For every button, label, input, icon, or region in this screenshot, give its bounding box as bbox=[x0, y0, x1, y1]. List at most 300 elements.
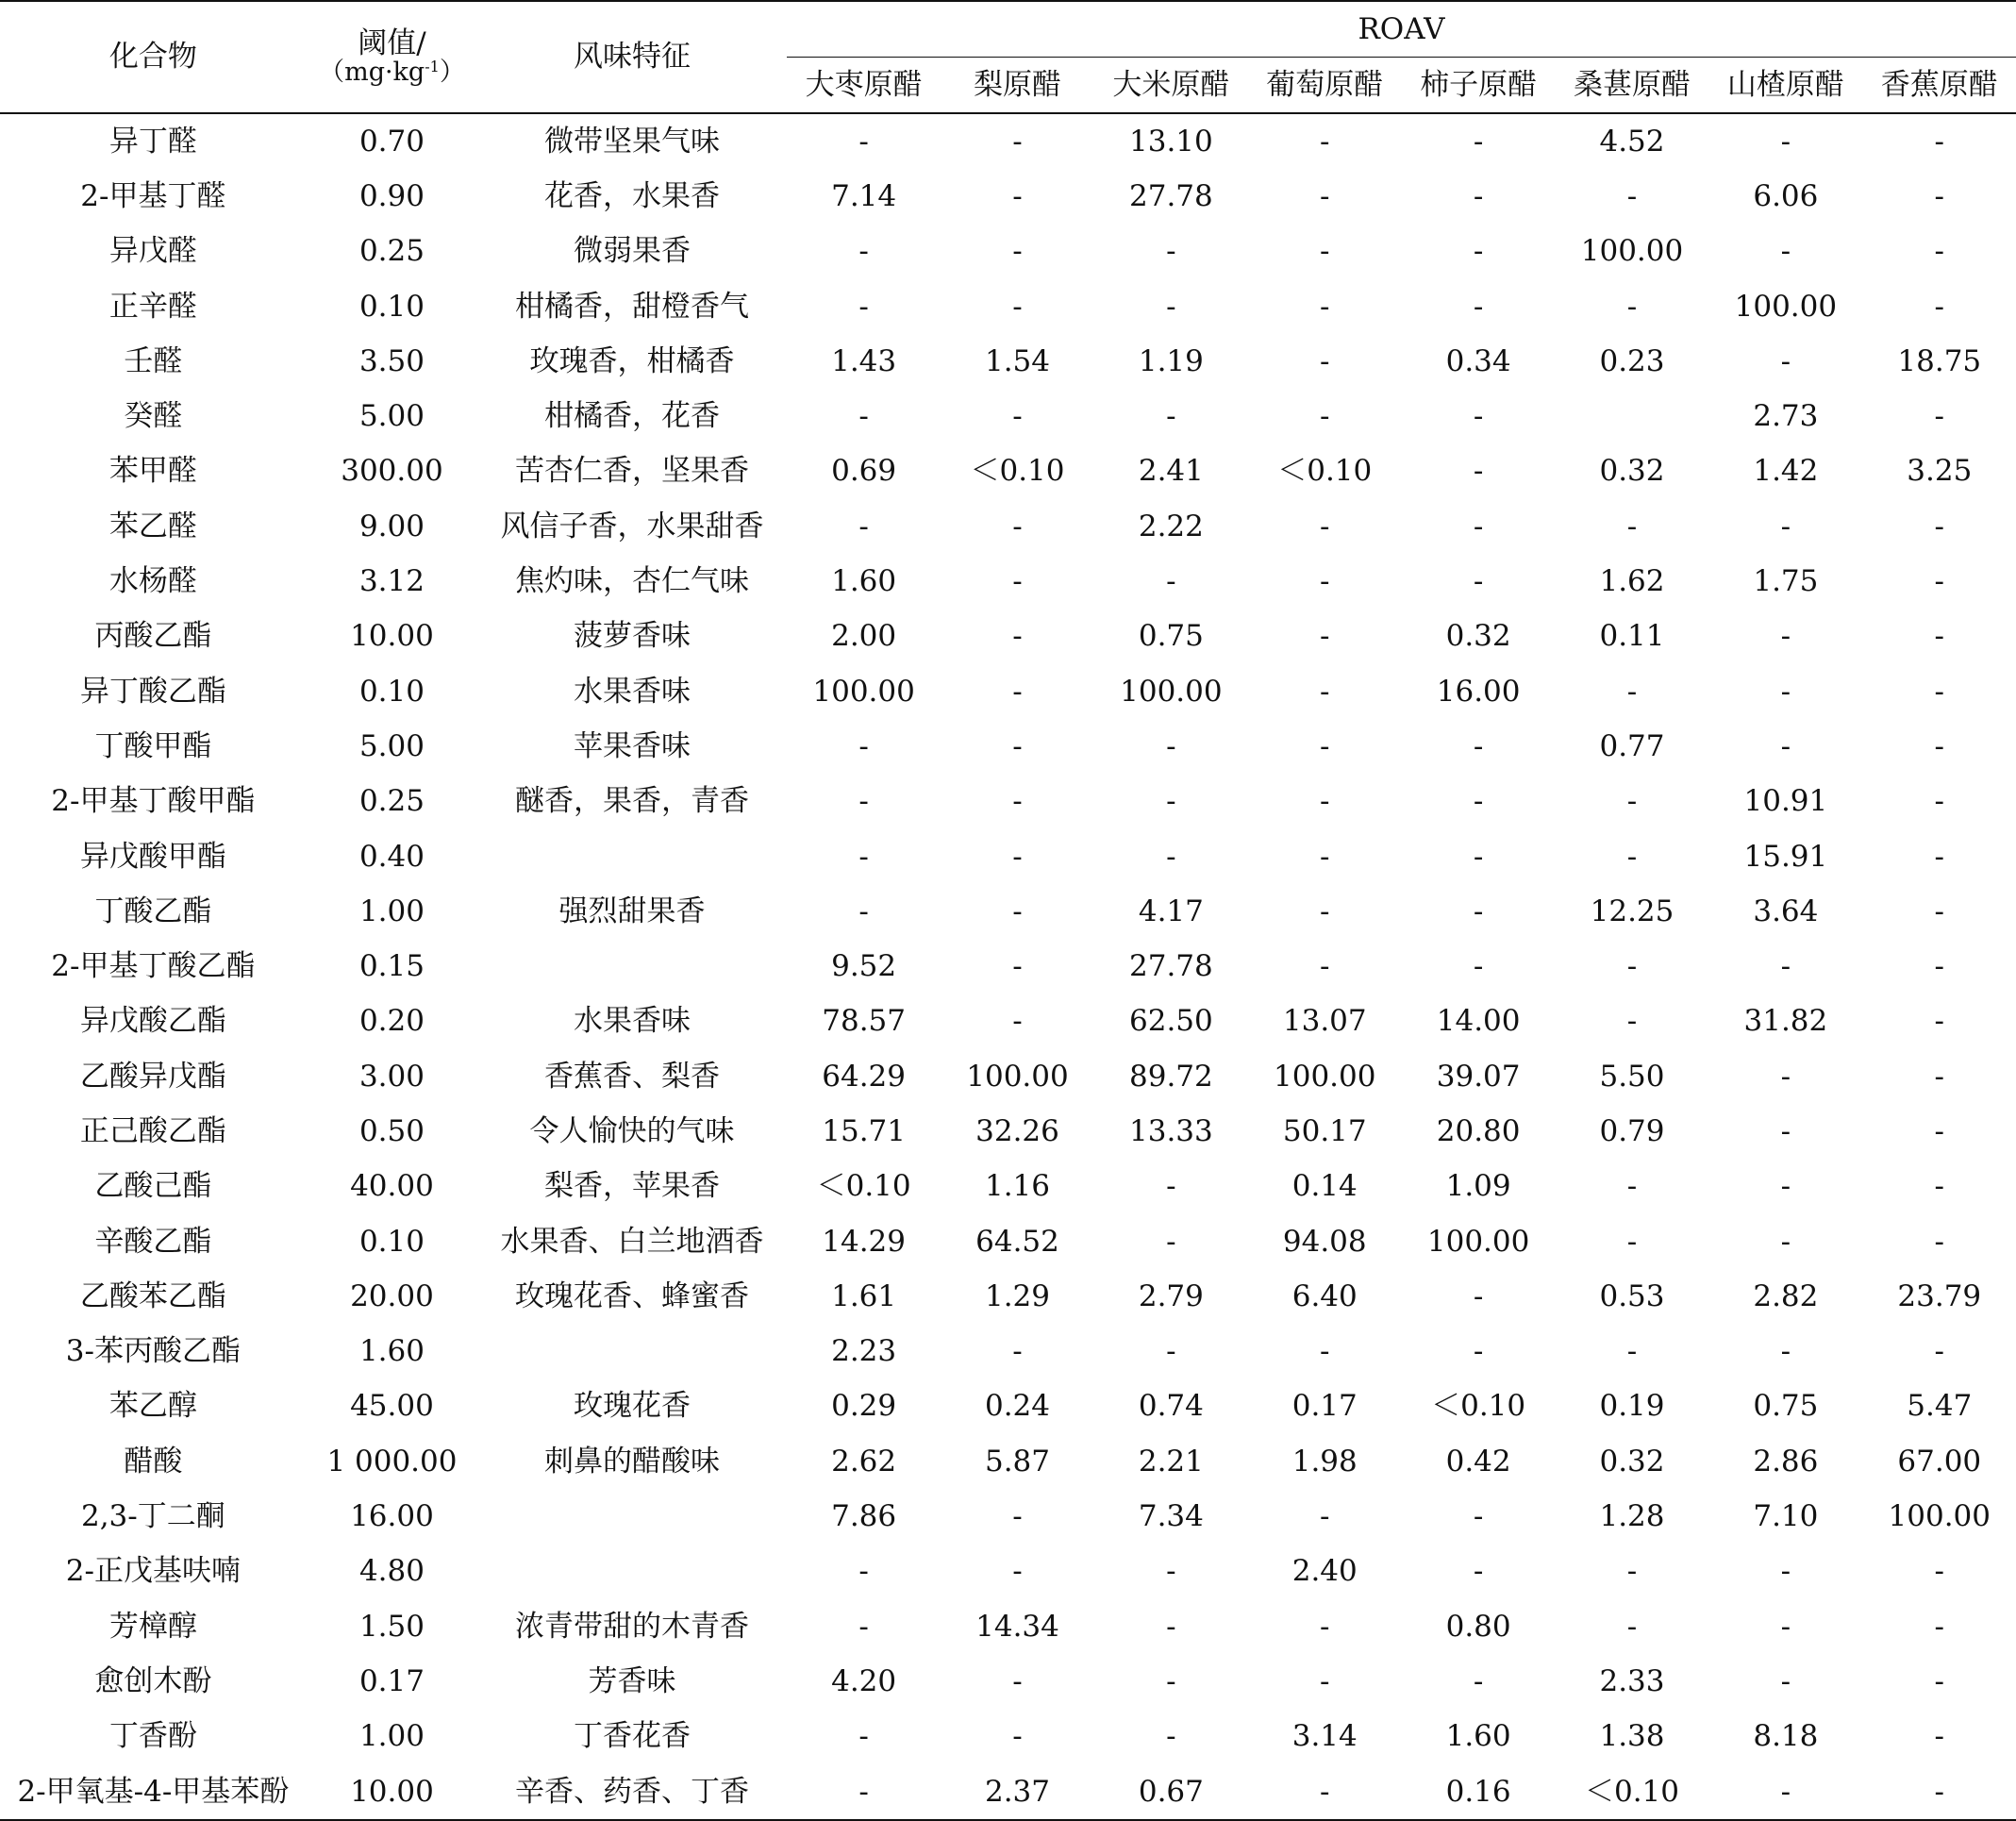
roav-cell: - bbox=[1780, 949, 1791, 984]
roav-cell: - bbox=[1473, 564, 1484, 599]
roav-cell: - bbox=[1320, 619, 1330, 654]
roav-cell: 0.53 bbox=[1599, 1278, 1665, 1313]
roav-cell: - bbox=[1166, 399, 1176, 434]
compound-cell: 正辛醛 bbox=[108, 289, 197, 324]
roav-cell: - bbox=[1626, 1004, 1638, 1039]
roav-cell: 0.79 bbox=[1599, 1113, 1665, 1148]
compound-cell: 2-甲基丁醛 bbox=[80, 178, 226, 213]
threshold-cell: 45.00 bbox=[350, 1389, 434, 1424]
vinegar-header: 桑葚原醋 bbox=[1556, 58, 1708, 114]
flavor-header: 风味特征 bbox=[477, 1, 787, 113]
roav-cell: - bbox=[1708, 1764, 1862, 1820]
table-row bbox=[0, 1545, 2016, 1599]
threshold-cell: 16.00 bbox=[350, 1499, 434, 1534]
flavor-cell bbox=[477, 1545, 787, 1599]
roav-cell: - bbox=[1780, 1059, 1791, 1094]
roav-cell: - bbox=[1473, 1334, 1484, 1369]
roav-cell: 23.79 bbox=[1897, 1278, 1982, 1313]
roav-cell: 1.54 bbox=[984, 343, 1051, 378]
roav-cell: 1.28 bbox=[1599, 1499, 1665, 1534]
table-row bbox=[0, 1710, 2016, 1764]
threshold-cell: 1 000.00 bbox=[326, 1444, 458, 1479]
table-row bbox=[0, 719, 2016, 774]
roav-cell: - bbox=[1934, 784, 1945, 819]
roav-cell: 0.74 bbox=[1138, 1389, 1204, 1424]
roav-cell: - bbox=[1780, 1554, 1791, 1589]
flavor-cell: 柑橘香，甜橙香气 bbox=[515, 289, 750, 324]
roav-cell: 14.34 bbox=[975, 1609, 1059, 1644]
roav-cell: - bbox=[1320, 1663, 1330, 1698]
flavor-cell: 梨香，苹果香 bbox=[544, 1169, 721, 1204]
roav-cell: - bbox=[1626, 509, 1638, 543]
compound-cell: 苯乙醇 bbox=[108, 1389, 197, 1424]
roav-cell: - bbox=[858, 509, 869, 543]
roav-cell: - bbox=[1166, 1224, 1176, 1259]
threshold-cell: 0.17 bbox=[358, 1663, 425, 1698]
roav-cell: - bbox=[1320, 728, 1330, 763]
table-row bbox=[0, 829, 2016, 884]
roav-cell: 15.71 bbox=[822, 1113, 906, 1148]
flavor-cell: 玫瑰花香、蜂蜜香 bbox=[515, 1278, 750, 1313]
roav-cell: - bbox=[1012, 178, 1023, 213]
compound-cell: 乙酸苯乙酯 bbox=[79, 1278, 226, 1313]
roav-cell: 100.00 bbox=[1888, 1499, 1991, 1534]
threshold-cell: 1.00 bbox=[358, 1719, 425, 1754]
roav-cell: - bbox=[1934, 619, 1945, 654]
threshold-cell: 3.50 bbox=[358, 343, 425, 378]
roav-cell: 1.60 bbox=[831, 564, 897, 599]
table-row bbox=[0, 225, 2016, 279]
roav-cell: 2.22 bbox=[1138, 509, 1204, 543]
compound-cell: 2,3-丁二酮 bbox=[80, 1499, 225, 1534]
flavor-cell: 水果香味 bbox=[574, 674, 691, 709]
vinegar-header: 香蕉原醋 bbox=[1863, 58, 2016, 114]
flavor-cell: 苹果香味 bbox=[574, 728, 691, 763]
roav-cell: - bbox=[1473, 894, 1484, 928]
roav-cell: - bbox=[1780, 124, 1791, 159]
roav-cell: 100.00 bbox=[1426, 1224, 1530, 1259]
roav-cell: - bbox=[1320, 124, 1330, 159]
unit-suffix: ） bbox=[439, 57, 465, 87]
roav-cell: - bbox=[1012, 1004, 1023, 1039]
roav-cell: - bbox=[1473, 289, 1484, 324]
roav-cell: - bbox=[858, 399, 869, 434]
table-row bbox=[0, 1049, 2016, 1104]
roav-cell: - bbox=[1012, 949, 1023, 984]
roav-cell: - bbox=[1934, 234, 1945, 269]
flavor-cell bbox=[477, 1325, 787, 1379]
roav-cell: - bbox=[1012, 1663, 1023, 1698]
threshold-cell: 3.12 bbox=[358, 564, 425, 599]
threshold-cell: 40.00 bbox=[350, 1169, 434, 1204]
roav-cell: - bbox=[1934, 839, 1945, 874]
roav-cell: 1.62 bbox=[1599, 564, 1665, 599]
roav-cell: 0.14 bbox=[1291, 1169, 1358, 1204]
roav-cell: 94.08 bbox=[1282, 1224, 1367, 1259]
vinegar-header: 柿子原醋 bbox=[1401, 58, 1555, 114]
roav-cell: 0.34 bbox=[1445, 343, 1511, 378]
roav-cell: - bbox=[1473, 949, 1484, 984]
roav-cell: - bbox=[1934, 1719, 1945, 1754]
roav-cell: 64.29 bbox=[822, 1059, 906, 1094]
roav-cell: 0.42 bbox=[1445, 1444, 1511, 1479]
vinegar-header: 葡萄原醋 bbox=[1248, 58, 1401, 114]
table-row bbox=[0, 334, 2016, 389]
flavor-cell: 苦杏仁香，坚果香 bbox=[515, 454, 750, 489]
roav-cell: - bbox=[1320, 343, 1330, 378]
table-row bbox=[0, 389, 2016, 443]
threshold-cell: 1.50 bbox=[358, 1609, 425, 1644]
roav-cell: 27.78 bbox=[1129, 949, 1213, 984]
roav-cell: 1.29 bbox=[984, 1278, 1051, 1313]
roav-cell: 2.79 bbox=[1138, 1278, 1204, 1313]
roav-cell: - bbox=[1934, 1554, 1945, 1589]
roav-cell: - bbox=[1626, 178, 1638, 213]
roav-cell: 4.20 bbox=[831, 1663, 897, 1698]
compound-cell: 丁酸甲酯 bbox=[94, 728, 212, 763]
threshold-cell: 0.10 bbox=[358, 1224, 425, 1259]
roav-cell: - bbox=[1166, 728, 1176, 763]
table-row bbox=[0, 1214, 2016, 1269]
vinegar-header: 梨原醋 bbox=[941, 58, 1093, 114]
roav-cell: 5.50 bbox=[1599, 1059, 1665, 1094]
roav-cell: - bbox=[1934, 728, 1945, 763]
roav-cell: - bbox=[1320, 1609, 1330, 1644]
roav-cell: - bbox=[1012, 839, 1023, 874]
compound-cell: 癸醛 bbox=[124, 399, 183, 434]
roav-cell: - bbox=[1934, 1059, 1945, 1094]
roav-cell: - bbox=[1012, 399, 1023, 434]
roav-cell: 100.00 bbox=[1274, 1059, 1376, 1094]
roav-cell: - bbox=[1166, 1554, 1176, 1589]
roav-cell: 12.25 bbox=[1590, 894, 1674, 928]
roav-cell: 0.69 bbox=[831, 454, 897, 489]
flavor-cell: 菠萝香味 bbox=[574, 619, 691, 654]
threshold-cell: 0.10 bbox=[358, 289, 425, 324]
threshold-cell: 1.00 bbox=[358, 894, 425, 928]
roav-cell: - bbox=[1780, 1113, 1791, 1148]
roav-cell: 14.29 bbox=[822, 1224, 906, 1259]
roav-cell: - bbox=[1780, 234, 1791, 269]
compound-cell: 芳樟醇 bbox=[108, 1609, 197, 1644]
roav-cell: 1.75 bbox=[1753, 564, 1819, 599]
roav-cell: - bbox=[1166, 289, 1176, 324]
unit-prefix: （mg·kg bbox=[319, 57, 425, 87]
compound-cell: 异戊醛 bbox=[108, 234, 197, 269]
threshold-cell: 4.80 bbox=[358, 1554, 425, 1589]
roav-cell: - bbox=[787, 1764, 941, 1820]
roav-cell: - bbox=[1166, 1609, 1176, 1644]
roav-cell: - bbox=[1934, 178, 1945, 213]
roav-cell: - bbox=[1473, 454, 1484, 489]
threshold-cell: 5.00 bbox=[358, 399, 425, 434]
roav-cell: 0.32 bbox=[1445, 619, 1511, 654]
roav-group-header: ROAV bbox=[787, 1, 2016, 58]
roav-cell: 0.80 bbox=[1445, 1609, 1511, 1644]
threshold-cell: 0.10 bbox=[358, 674, 425, 709]
roav-cell: 4.52 bbox=[1599, 124, 1665, 159]
roav-cell: - bbox=[1626, 839, 1638, 874]
compound-cell: 2-甲氧基-4-甲基苯酚 bbox=[0, 1764, 307, 1820]
compound-cell: 水杨醛 bbox=[108, 564, 197, 599]
compound-cell: 丙酸乙酯 bbox=[94, 619, 212, 654]
roav-cell: - bbox=[1780, 1334, 1791, 1369]
compound-cell: 乙酸异戊酯 bbox=[79, 1059, 226, 1094]
compound-cell: 苯乙醛 bbox=[108, 509, 197, 543]
table-row bbox=[0, 610, 2016, 664]
roav-cell: - bbox=[1166, 1663, 1176, 1698]
flavor-cell: 浓青带甜的木青香 bbox=[515, 1609, 750, 1644]
roav-cell: 1.09 bbox=[1445, 1169, 1511, 1204]
roav-cell: 0.77 bbox=[1599, 728, 1665, 763]
threshold-cell: 1.60 bbox=[358, 1334, 425, 1369]
roav-cell: - bbox=[1626, 1224, 1638, 1259]
roav-cell: - bbox=[1780, 509, 1791, 543]
roav-cell: 7.34 bbox=[1138, 1499, 1204, 1534]
flavor-cell: 辛香、药香、丁香 bbox=[477, 1764, 787, 1820]
roav-cell: - bbox=[1473, 178, 1484, 213]
roav-cell: 31.82 bbox=[1743, 1004, 1828, 1039]
compound-cell: 辛酸乙酯 bbox=[94, 1224, 212, 1259]
roav-cell: - bbox=[1934, 509, 1945, 543]
roav-cell: 0.75 bbox=[1753, 1389, 1819, 1424]
compound-cell: 正己酸乙酯 bbox=[79, 1113, 226, 1148]
table-row bbox=[0, 1764, 2016, 1820]
roav-cell: - bbox=[1012, 289, 1023, 324]
compound-cell: 异丁酸乙酯 bbox=[79, 674, 226, 709]
roav-cell: 62.50 bbox=[1129, 1004, 1213, 1039]
roav-cell: - bbox=[1934, 399, 1945, 434]
roav-cell: - bbox=[1626, 674, 1638, 709]
table-row bbox=[0, 939, 2016, 994]
roav-cell: - bbox=[1012, 1334, 1023, 1369]
roav-cell: 4.17 bbox=[1138, 894, 1204, 928]
roav-cell: - bbox=[1780, 674, 1791, 709]
flavor-cell: 水果香、白兰地酒香 bbox=[500, 1224, 764, 1259]
roav-cell: 3.14 bbox=[1291, 1719, 1358, 1754]
roav-cell: 14.00 bbox=[1436, 1004, 1521, 1039]
table-row bbox=[0, 1434, 2016, 1489]
table-row bbox=[0, 113, 2016, 169]
roav-cell: 20.80 bbox=[1436, 1113, 1521, 1148]
flavor-cell: 微弱果香 bbox=[574, 234, 691, 269]
table-row bbox=[0, 279, 2016, 334]
roav-cell: 0.67 bbox=[1094, 1764, 1248, 1820]
roav-cell: 0.11 bbox=[1599, 619, 1665, 654]
roav-cell: - bbox=[1780, 343, 1791, 378]
roav-cell: - bbox=[1473, 839, 1484, 874]
roav-cell: - bbox=[1780, 619, 1791, 654]
roav-cell: - bbox=[1166, 1334, 1176, 1369]
threshold-cell: 0.20 bbox=[358, 1004, 425, 1039]
threshold-header-label: 阈值/ bbox=[358, 26, 426, 61]
flavor-cell: 风信子香，水果甜香 bbox=[500, 509, 764, 543]
roav-cell: 2.41 bbox=[1138, 454, 1204, 489]
roav-cell: - bbox=[1473, 1278, 1484, 1313]
table-row bbox=[0, 1599, 2016, 1654]
roav-cell: - bbox=[1012, 1554, 1023, 1589]
roav-cell: - bbox=[1012, 674, 1023, 709]
roav-cell: - bbox=[1320, 399, 1330, 434]
roav-cell: - bbox=[1166, 1719, 1176, 1754]
roav-cell: - bbox=[1934, 1169, 1945, 1204]
roav-cell: 1.38 bbox=[1599, 1719, 1665, 1754]
roav-cell: - bbox=[858, 1609, 869, 1644]
vinegar-header: 山楂原醋 bbox=[1708, 58, 1862, 114]
roav-cell: 0.32 bbox=[1599, 1444, 1665, 1479]
roav-cell: 15.91 bbox=[1743, 839, 1828, 874]
table-row bbox=[0, 1489, 2016, 1544]
roav-cell: - bbox=[1320, 509, 1330, 543]
roav-cell: 100.00 bbox=[1120, 674, 1223, 709]
roav-cell: 6.06 bbox=[1753, 178, 1819, 213]
roav-cell: - bbox=[1626, 1554, 1638, 1589]
roav-cell: - bbox=[1780, 1224, 1791, 1259]
roav-cell: 3.25 bbox=[1907, 454, 1973, 489]
roav-cell: 10.91 bbox=[1743, 784, 1828, 819]
flavor-cell: 刺鼻的醋酸味 bbox=[544, 1444, 721, 1479]
table-row bbox=[0, 994, 2016, 1049]
table-row bbox=[0, 499, 2016, 554]
roav-cell: - bbox=[858, 124, 869, 159]
table-row bbox=[0, 554, 2016, 609]
compound-cell: 3-苯丙酸乙酯 bbox=[65, 1334, 241, 1369]
roav-cell: - bbox=[1626, 949, 1638, 984]
threshold-cell: 0.40 bbox=[358, 839, 425, 874]
roav-cell: - bbox=[1934, 1113, 1945, 1148]
roav-cell: - bbox=[1012, 1719, 1023, 1754]
roav-cell: 5.87 bbox=[984, 1444, 1051, 1479]
roav-cell: - bbox=[1780, 728, 1791, 763]
roav-cell: - bbox=[1934, 894, 1945, 928]
roav-cell: - bbox=[1320, 564, 1330, 599]
threshold-header-unit bbox=[307, 59, 477, 86]
roav-cell: ＜0.10 bbox=[1277, 454, 1373, 489]
flavor-cell: 花香，水果香 bbox=[544, 178, 721, 213]
roav-cell: - bbox=[858, 1719, 869, 1754]
roav-cell: - bbox=[1934, 124, 1945, 159]
roav-cell: - bbox=[1934, 674, 1945, 709]
roav-cell: ＜0.10 bbox=[1431, 1389, 1526, 1424]
compound-cell: 愈创木酚 bbox=[94, 1663, 212, 1698]
roav-cell: 0.24 bbox=[984, 1389, 1051, 1424]
roav-cell: 1.43 bbox=[831, 343, 897, 378]
threshold-cell: 9.00 bbox=[358, 509, 425, 543]
roav-cell: 78.57 bbox=[822, 1004, 906, 1039]
flavor-cell bbox=[477, 939, 787, 994]
roav-cell: - bbox=[1166, 1169, 1176, 1204]
compound-cell: 丁酸乙酯 bbox=[94, 894, 212, 928]
roav-cell: 8.18 bbox=[1753, 1719, 1819, 1754]
roav-cell: - bbox=[1780, 1609, 1791, 1644]
flavor-cell: 令人愉快的气味 bbox=[529, 1113, 735, 1148]
roav-cell: 7.86 bbox=[831, 1499, 897, 1534]
roav-cell: 2.62 bbox=[831, 1444, 897, 1479]
compound-cell: 异戊酸甲酯 bbox=[79, 839, 226, 874]
roav-cell: - bbox=[1320, 949, 1330, 984]
roav-cell: - bbox=[1780, 1169, 1791, 1204]
roav-cell: 1.19 bbox=[1138, 343, 1204, 378]
roav-cell: 13.33 bbox=[1129, 1113, 1213, 1148]
roav-cell: ＜0.10 bbox=[970, 454, 1065, 489]
roav-cell: - bbox=[1012, 894, 1023, 928]
roav-cell: 64.52 bbox=[975, 1224, 1059, 1259]
roav-cell: - bbox=[1934, 564, 1945, 599]
flavor-cell bbox=[477, 829, 787, 884]
flavor-cell: 丁香花香 bbox=[574, 1719, 691, 1754]
roav-cell: - bbox=[1473, 399, 1484, 434]
threshold-cell: 0.90 bbox=[358, 178, 425, 213]
threshold-cell: 3.00 bbox=[358, 1059, 425, 1094]
roav-cell: 0.75 bbox=[1138, 619, 1204, 654]
threshold-cell: 300.00 bbox=[341, 454, 443, 489]
threshold-cell: 5.00 bbox=[358, 728, 425, 763]
roav-cell: - bbox=[1012, 509, 1023, 543]
roav-cell: - bbox=[1626, 1609, 1638, 1644]
roav-cell: - bbox=[858, 1554, 869, 1589]
flavor-cell bbox=[477, 1489, 787, 1544]
table-row bbox=[0, 169, 2016, 224]
vinegar-header: 大米原醋 bbox=[1094, 58, 1248, 114]
roav-cell: - bbox=[858, 839, 869, 874]
roav-cell: - bbox=[858, 894, 869, 928]
roav-cell: 100.00 bbox=[1734, 289, 1838, 324]
roav-cell: - bbox=[1473, 1663, 1484, 1698]
roav-cell: - bbox=[1626, 289, 1638, 324]
table-header bbox=[0, 1, 2016, 113]
threshold-cell: 0.70 bbox=[358, 124, 425, 159]
roav-cell: - bbox=[1320, 784, 1330, 819]
roav-cell: 100.00 bbox=[1580, 234, 1684, 269]
roav-cell: 7.10 bbox=[1753, 1499, 1819, 1534]
roav-cell: - bbox=[1320, 234, 1330, 269]
roav-cell: - bbox=[1012, 728, 1023, 763]
roav-cell: - bbox=[1320, 674, 1330, 709]
roav-cell: - bbox=[1626, 1334, 1638, 1369]
roav-cell: - bbox=[1626, 784, 1638, 819]
roav-cell: - bbox=[1320, 1334, 1330, 1369]
roav-cell: - bbox=[1934, 1334, 1945, 1369]
table-row bbox=[0, 1325, 2016, 1379]
roav-cell: - bbox=[1934, 289, 1945, 324]
flavor-cell: 醚香，果香，青香 bbox=[515, 784, 750, 819]
threshold-cell: 10.00 bbox=[307, 1764, 477, 1820]
roav-cell: 2.37 bbox=[941, 1764, 1093, 1820]
roav-cell: - bbox=[1473, 234, 1484, 269]
roav-cell: ＜0.10 bbox=[1556, 1764, 1708, 1820]
roav-cell: ＜0.10 bbox=[816, 1169, 911, 1204]
roav-cell: - bbox=[1934, 949, 1945, 984]
roav-cell: - bbox=[1473, 1499, 1484, 1534]
roav-cell: - bbox=[858, 234, 869, 269]
roav-cell: 2.73 bbox=[1753, 399, 1819, 434]
roav-cell: - bbox=[1320, 839, 1330, 874]
roav-cell: - bbox=[1320, 894, 1330, 928]
roav-cell: 0.29 bbox=[831, 1389, 897, 1424]
flavor-cell: 香蕉香、梨香 bbox=[544, 1059, 721, 1094]
roav-cell: 1.60 bbox=[1445, 1719, 1511, 1754]
roav-cell: 0.23 bbox=[1599, 343, 1665, 378]
threshold-cell: 0.25 bbox=[358, 784, 425, 819]
roav-cell: - bbox=[1863, 1764, 2016, 1820]
roav-cell: - bbox=[1166, 564, 1176, 599]
roav-cell: - bbox=[1320, 178, 1330, 213]
table-row bbox=[0, 1654, 2016, 1709]
roav-cell: 7.14 bbox=[831, 178, 897, 213]
table-row bbox=[0, 1379, 2016, 1434]
threshold-cell: 20.00 bbox=[350, 1278, 434, 1313]
roav-cell: - bbox=[1012, 234, 1023, 269]
